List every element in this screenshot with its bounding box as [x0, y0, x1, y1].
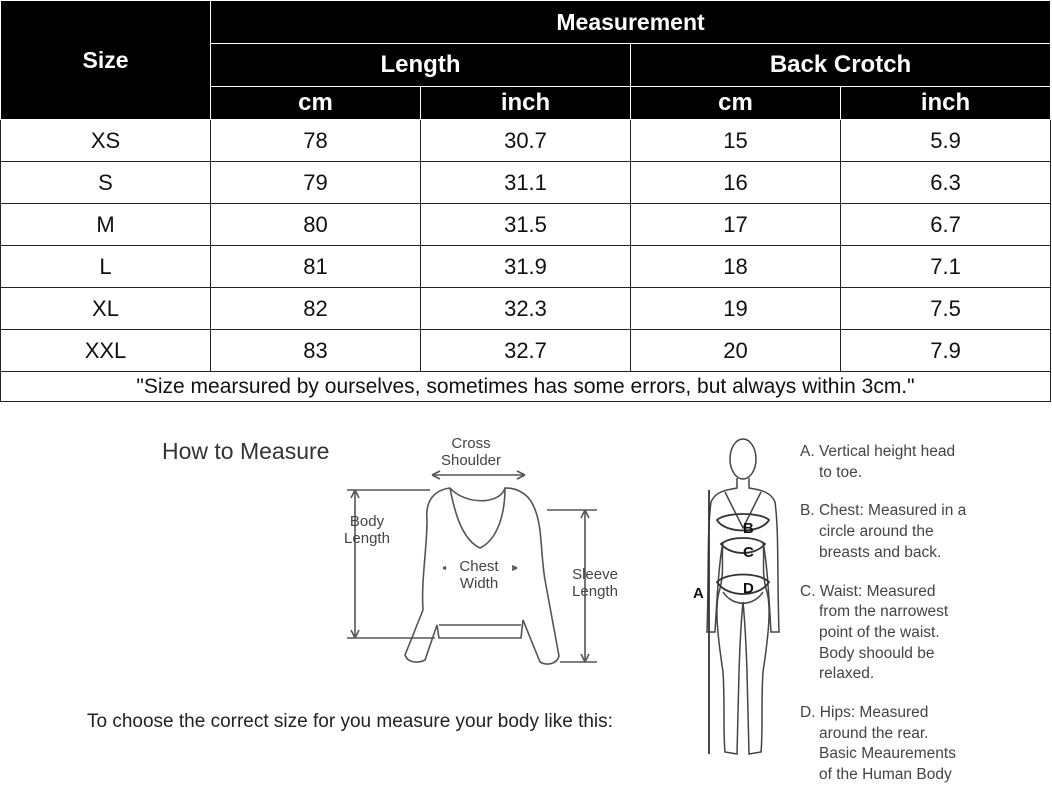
crotch-cm-cell: 20: [631, 330, 841, 372]
marker-a: A: [693, 585, 704, 602]
cross-shoulder-label: [436, 435, 506, 469]
how-to-measure-title: How to Measure: [162, 438, 330, 464]
note-d: [800, 703, 1050, 786]
size-cell: XL: [1, 288, 211, 330]
measurement-notes: [800, 442, 1050, 786]
length-cm-cell: 83: [211, 330, 421, 372]
table-row: [1, 204, 1051, 246]
table-row: [1, 330, 1051, 372]
measurement-header: Measurement: [211, 1, 1051, 44]
size-cell: XXL: [1, 330, 211, 372]
length-inch-cell: 31.5: [421, 204, 631, 246]
length-cm-cell: 80: [211, 204, 421, 246]
instruction-text: To choose the correct size for you measure your body like this:: [87, 711, 613, 732]
note-line: to toe.: [819, 463, 863, 481]
crotch-inch-cell: 7.9: [841, 330, 1051, 372]
crotch-cm-cell: 16: [631, 162, 841, 204]
crotch-inch-cell: 7.1: [841, 246, 1051, 288]
crotch-inch-cell: 7.5: [841, 288, 1051, 330]
note-line: circle around the: [819, 523, 934, 541]
length-inch-cell: 32.3: [421, 288, 631, 330]
note-line: B. Chest: Measured in a: [800, 502, 967, 520]
cross-shoulder-line: Shoulder: [440, 452, 502, 469]
body-diagram: [695, 432, 790, 772]
length-inch-cell: 30.7: [421, 120, 631, 162]
back-crotch-header: Back Crotch: [631, 44, 1051, 87]
sleeve-length-label: [560, 566, 630, 600]
crotch-inch-cell: 5.9: [841, 120, 1051, 162]
chest-width-line: Width: [459, 575, 499, 592]
size-cell: M: [1, 204, 211, 246]
unit-header: inch: [421, 87, 631, 120]
note-line: around the rear.: [819, 724, 929, 742]
size-cell: L: [1, 246, 211, 288]
marker-b: B: [743, 520, 754, 537]
marker-c: C: [743, 544, 754, 561]
unit-header: inch: [841, 87, 1051, 120]
cross-shoulder-line: Cross: [451, 435, 491, 452]
note-line: breasts and back.: [819, 543, 942, 561]
sleeve-length-line: Sleeve: [572, 566, 618, 583]
sleeve-length-line: Length: [572, 583, 618, 600]
length-inch-cell: 31.9: [421, 246, 631, 288]
note-line: A. Vertical height head: [800, 443, 956, 460]
note-line: point of the waist.: [819, 623, 940, 641]
note-b: [800, 501, 1050, 563]
table-footnote: "Size mearsured by ourselves, sometimes has some errors, but always within 3cm.": [1, 372, 1051, 402]
size-header: Size: [1, 1, 211, 120]
crotch-cm-cell: 17: [631, 204, 841, 246]
note-line: D. Hips: Measured: [800, 704, 929, 722]
body-length-line: Body: [349, 513, 385, 530]
crotch-inch-cell: 6.3: [841, 162, 1051, 204]
table-row: [1, 162, 1051, 204]
note-line: relaxed.: [819, 665, 875, 683]
note-line: from the narrowest: [819, 603, 949, 621]
note-line: Basic Meaurements: [819, 745, 956, 763]
length-header: Length: [211, 44, 631, 87]
chest-width-label: [446, 558, 512, 592]
unit-header: cm: [631, 87, 841, 120]
marker-d: D: [743, 580, 754, 597]
table-row: [1, 120, 1051, 162]
crotch-cm-cell: 19: [631, 288, 841, 330]
body-length-line: Length: [344, 530, 390, 547]
crotch-cm-cell: 18: [631, 246, 841, 288]
size-cell: XS: [1, 120, 211, 162]
note-c: [800, 582, 1050, 686]
length-cm-cell: 82: [211, 288, 421, 330]
crotch-inch-cell: 6.7: [841, 204, 1051, 246]
length-cm-cell: 79: [211, 162, 421, 204]
unit-header: cm: [211, 87, 421, 120]
chest-width-line: Chest: [459, 558, 499, 575]
note-a: [800, 442, 1050, 483]
note-line: C. Waist: Measured: [800, 582, 936, 600]
body-length-label: [332, 513, 402, 547]
table-row: [1, 246, 1051, 288]
note-line: Body shoould be: [819, 644, 935, 662]
length-cm-cell: 81: [211, 246, 421, 288]
note-line: of the Human Body: [819, 766, 952, 784]
size-cell: S: [1, 162, 211, 204]
length-inch-cell: 32.7: [421, 330, 631, 372]
crotch-cm-cell: 15: [631, 120, 841, 162]
length-inch-cell: 31.1: [421, 162, 631, 204]
length-cm-cell: 78: [211, 120, 421, 162]
table-row: [1, 288, 1051, 330]
